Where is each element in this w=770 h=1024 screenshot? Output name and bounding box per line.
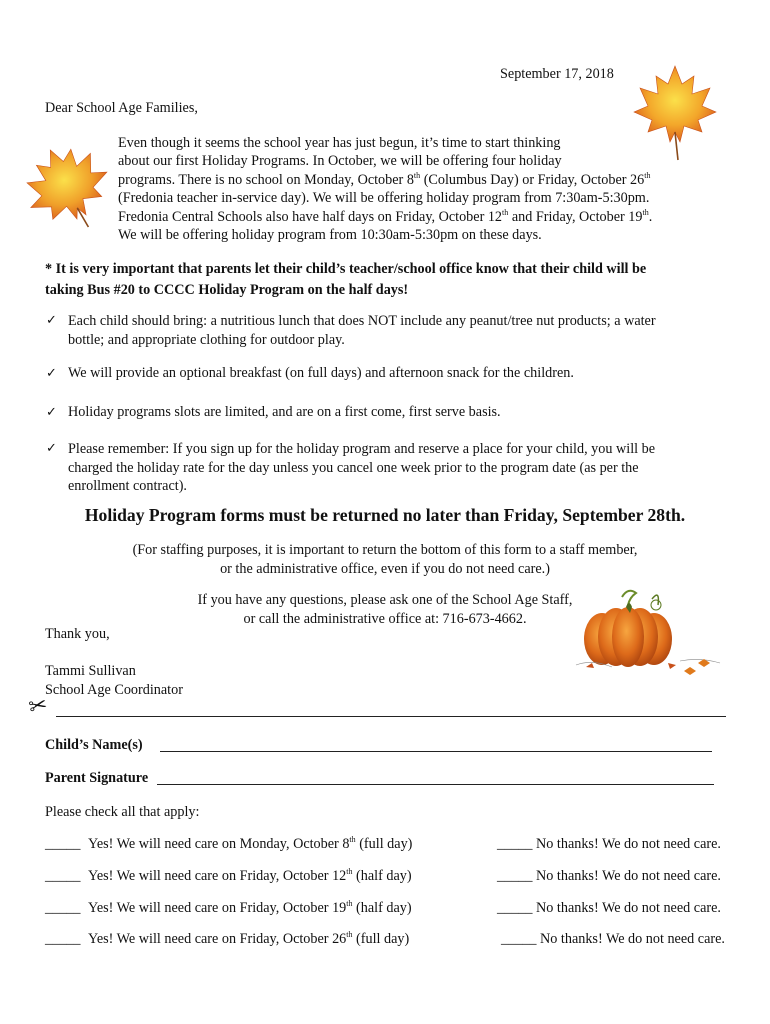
intro-line: Even though it seems the school year has just begun, it’s time to start thinking bbox=[118, 135, 561, 151]
yes-option-text: Yes! We will need care on Friday, October 26th (full day) bbox=[88, 930, 410, 947]
no-blank[interactable]: _____ bbox=[497, 900, 533, 916]
intro-line: We will be offering holiday program from 10:30am-5:30pm on these days. bbox=[118, 227, 542, 244]
maple-leaf-icon bbox=[18, 142, 118, 234]
yes-blank[interactable]: _____ bbox=[45, 868, 81, 884]
yes-blank[interactable]: _____ bbox=[45, 900, 81, 916]
signature-block bbox=[45, 662, 183, 699]
option-row bbox=[45, 868, 735, 885]
checkmark-icon: ✓ bbox=[46, 366, 57, 381]
bullet-item: We will provide an optional breakfast (on full days) and afternoon snack for the children. bbox=[68, 365, 574, 381]
important-notice bbox=[45, 259, 646, 301]
important-line: * It is very important that parents let their child’s teacher/school office know that their child will be bbox=[45, 261, 647, 277]
option-row bbox=[45, 900, 735, 917]
intro-line: programs. There is no school on Monday, October 8th (Columbus Day) or Friday, October 26th bbox=[118, 170, 651, 188]
checkmark-icon: ✓ bbox=[46, 405, 57, 420]
option-row bbox=[45, 836, 735, 853]
bullet-line: Each child should bring: a nutritious lunch that does NOT include any peanut/tree nut products; a water bbox=[68, 313, 656, 329]
intro-paragraph bbox=[118, 134, 652, 244]
yes-option-text: Yes! We will need care on Friday, October 19th (half day) bbox=[88, 899, 412, 916]
staffing-line: or the administrative office, even if you do not need care.) bbox=[220, 560, 550, 577]
bullet-line: bottle; and appropriate clothing for outdoor play. bbox=[68, 331, 345, 348]
intro-line: (Fredonia teacher in-service day). We will be offering holiday program from 7:30am-5:30pm. bbox=[118, 190, 650, 207]
deadline-heading: Holiday Program forms must be returned no later than Friday, September 28th. bbox=[84, 505, 686, 525]
yes-option-text: Yes! We will need care on Friday, October 12th (half day) bbox=[88, 867, 412, 884]
checkmark-icon: ✓ bbox=[46, 441, 57, 456]
questions-line: If you have any questions, please ask one of the School Age Staff, bbox=[197, 592, 573, 608]
bullet-line: charged the holiday rate for the day unless you cancel one week prior to the program date (as per the bbox=[68, 459, 639, 476]
bullet-line: Please remember: If you sign up for the holiday program and reserve a place for your child, you will be bbox=[68, 441, 656, 457]
signer-title: School Age Coordinator bbox=[45, 681, 183, 698]
yes-blank[interactable]: _____ bbox=[45, 836, 81, 852]
parent-signature-label: Parent Signature bbox=[45, 770, 149, 786]
closing: Thank you, bbox=[45, 626, 110, 642]
no-option: _____ No thanks! We do not need care. bbox=[497, 868, 721, 884]
no-blank[interactable]: _____ bbox=[497, 836, 533, 852]
bullet-item bbox=[68, 440, 655, 496]
staffing-note bbox=[0, 541, 770, 578]
no-blank[interactable]: _____ bbox=[497, 868, 533, 884]
signer-name: Tammi Sullivan bbox=[45, 663, 136, 679]
staffing-line: (For staffing purposes, it is important to return the bottom of this form to a staff member, bbox=[132, 542, 638, 558]
no-blank[interactable]: _____ bbox=[501, 931, 537, 947]
child-name-field[interactable] bbox=[160, 751, 712, 752]
bullet-item bbox=[68, 312, 656, 349]
bullet-item: Holiday programs slots are limited, and are on a first come, first serve basis. bbox=[68, 404, 501, 420]
letter-date: September 17, 2018 bbox=[500, 66, 614, 82]
parent-signature-field[interactable] bbox=[157, 784, 714, 785]
scissors-icon: ✂ bbox=[26, 692, 50, 721]
check-all-instruction: Please check all that apply: bbox=[45, 804, 200, 820]
greeting: Dear School Age Families, bbox=[45, 100, 198, 116]
intro-line: about our first Holiday Programs. In October, we will be offering four holiday bbox=[118, 153, 562, 170]
yes-blank[interactable]: _____ bbox=[45, 931, 81, 947]
option-row bbox=[45, 931, 735, 948]
questions-line: or call the administrative office at: 716-673-4662. bbox=[243, 610, 527, 627]
no-option: _____ No thanks! We do not need care. bbox=[501, 931, 725, 947]
no-option: _____ No thanks! We do not need care. bbox=[497, 836, 721, 852]
important-line: taking Bus #20 to CCCC Holiday Program on the half days! bbox=[45, 282, 409, 298]
bullet-line: enrollment contract). bbox=[68, 478, 187, 495]
intro-line: Fredonia Central Schools also have half days on Friday, October 12th and Friday, October 19th. bbox=[118, 207, 653, 225]
child-name-label: Child’s Name(s) bbox=[45, 737, 143, 753]
cut-line bbox=[56, 716, 726, 717]
checkmark-icon: ✓ bbox=[46, 313, 57, 328]
yes-option-text: Yes! We will need care on Monday, October 8th (full day) bbox=[88, 835, 413, 852]
no-option: _____ No thanks! We do not need care. bbox=[497, 900, 721, 916]
pumpkin-icon bbox=[572, 585, 724, 680]
